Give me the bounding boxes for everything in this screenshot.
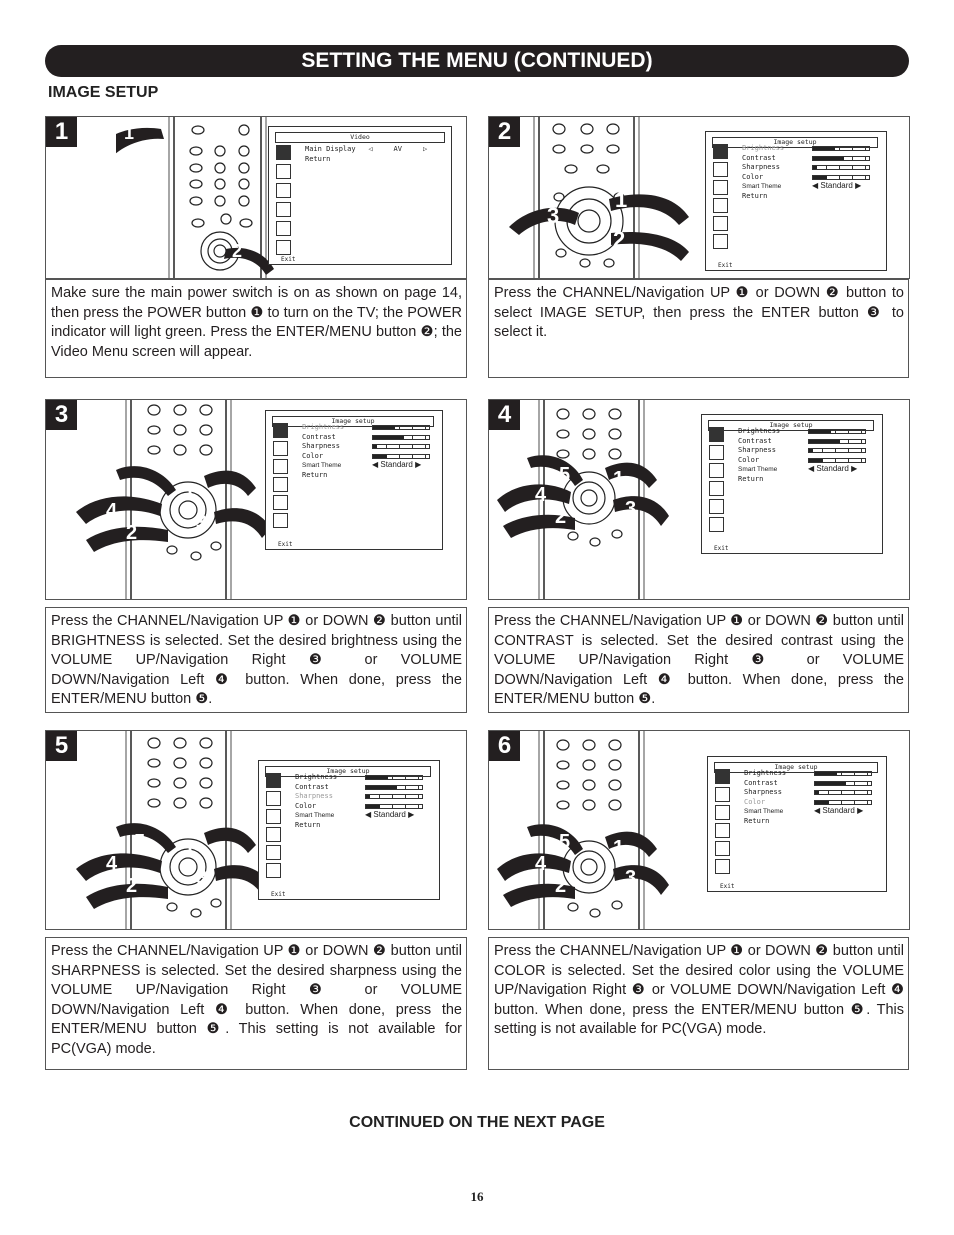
step-5-illustration [45, 730, 467, 930]
smart-theme-value: ◀ Standard ▶ [372, 460, 422, 469]
contrast-bar [812, 156, 870, 161]
section-title: IMAGE SETUP [48, 84, 159, 101]
picture-icon [273, 441, 288, 456]
sharpness-bar [372, 444, 430, 449]
callout-4: 4 [535, 484, 547, 506]
step-3-description: Press the CHANNEL/Navigation UP ❶ or DOWN ❷ button until BRIGHTNESS is selected. Set the desired brightness using the VOLUME UP/Navigation Right ❸ or VOLUME DOWN/Navigation Left ❹ button. When done, press the ENTER/MENU button ❺. [45, 607, 467, 713]
contrast-bar [365, 785, 423, 790]
osd-item-smart-theme: Smart Theme [738, 466, 778, 473]
osd-item-contrast: Contrast [744, 778, 778, 787]
continued-note: CONTINUED ON THE NEXT PAGE [349, 1114, 605, 1131]
tv-icon [709, 517, 724, 532]
monitor-icon [276, 145, 291, 160]
osd-item-brightness: Brightness [744, 769, 787, 777]
step-6-description: Press the CHANNEL/Navigation UP ❶ or DOWN ❷ button until COLOR is selected. Set the desired color using the VOLUME UP/Navigation Right ❸ or VOLUME DOWN/Navigation Left ❹ button. When done, press the ENTER/MENU button ❺. This setting is not available for PC(VGA) mode. [488, 937, 909, 1070]
wrench-icon [276, 183, 291, 198]
smart-theme-value: ◀ Standard ▶ [365, 810, 415, 819]
osd-item-sharpness: Sharpness [742, 163, 780, 171]
smart-theme-value: ◀ Standard ▶ [814, 806, 864, 815]
osd-exit: Exit [718, 262, 733, 269]
osd-item-color: Color [738, 455, 760, 464]
osd-title: Image setup [712, 137, 878, 148]
sharpness-bar [812, 165, 870, 170]
monitor-icon [273, 423, 288, 438]
osd-item-sharpness: Sharpness [302, 442, 340, 450]
callout-1: 1 [184, 482, 196, 504]
callout-5: 5 [559, 464, 571, 486]
osd-item-smart-theme: Smart Theme [302, 462, 342, 469]
brightness-bar [365, 775, 423, 780]
callout-5: 5 [134, 831, 146, 853]
step-number: 2 [489, 117, 520, 147]
wrench-icon [715, 805, 730, 820]
osd-item-contrast: Contrast [738, 436, 772, 445]
osd-item-contrast: Contrast [302, 432, 336, 441]
sharpness-bar [365, 794, 423, 799]
monitor-icon [715, 769, 730, 784]
osd-item-color: Color [742, 172, 764, 181]
wrench-icon [273, 459, 288, 474]
step-number: 5 [46, 731, 77, 761]
edit-icon [713, 216, 728, 231]
osd-item-sharpness: Sharpness [295, 792, 333, 800]
color-bar [372, 454, 430, 459]
step-2-illustration [488, 116, 910, 279]
osd-item-main-display: Main Display [305, 145, 356, 153]
osd-item-return: Return [295, 820, 321, 829]
osd-value-av: AV [393, 145, 402, 153]
callout-3: 3 [547, 203, 560, 228]
step-2-description: Press the CHANNEL/Navigation UP ❶ or DOWN ❷ button to select IMAGE SETUP, then press the ENTER button ❸ to select it. [488, 279, 909, 378]
osd-item-contrast: Contrast [295, 782, 329, 791]
osd-item-contrast: Contrast [742, 153, 776, 162]
callout-1: 1 [184, 837, 196, 859]
step-1-illustration [45, 116, 467, 279]
osd-item-brightness: Brightness [302, 423, 345, 431]
smart-theme-value: ◀ Standard ▶ [812, 181, 862, 190]
edit-icon [273, 495, 288, 510]
step-3-illustration [45, 399, 467, 600]
sharpness-bar [814, 790, 872, 795]
brightness-bar [372, 425, 430, 430]
color-bar [812, 175, 870, 180]
osd-item-return: Return [742, 191, 768, 200]
osd-item-return: Return [738, 474, 764, 483]
color-bar [365, 804, 423, 809]
color-bar [808, 458, 866, 463]
callout-5: 5 [134, 480, 146, 502]
step-number: 6 [489, 731, 520, 761]
monitor-icon [713, 144, 728, 159]
osd-title: Image setup [265, 766, 431, 777]
osd-item-return: Return [305, 154, 331, 163]
callout-1: 1 [615, 187, 628, 212]
osd-exit: Exit [271, 891, 286, 898]
osd-item-return: Return [744, 816, 770, 825]
speaker-icon [709, 481, 724, 496]
tv-icon [266, 863, 281, 878]
callout-2: 2 [555, 506, 567, 528]
callout-3: 3 [625, 867, 637, 889]
speaker-icon [276, 202, 291, 217]
wrench-icon [713, 180, 728, 195]
osd-item-sharpness: Sharpness [738, 446, 776, 454]
osd-exit: Exit [281, 256, 296, 263]
step-number: 3 [46, 400, 77, 430]
monitor-icon [266, 773, 281, 788]
wrench-icon [709, 463, 724, 478]
monitor-icon [709, 427, 724, 442]
osd-exit: Exit [714, 545, 729, 552]
brightness-bar [814, 771, 872, 776]
arrow-left-icon: ◁ [368, 145, 373, 153]
osd-item-brightness: Brightness [295, 773, 338, 781]
arrow-right-icon: ▷ [423, 145, 428, 153]
speaker-icon [713, 198, 728, 213]
sharpness-bar [808, 448, 866, 453]
osd-item-smart-theme: Smart Theme [744, 808, 784, 815]
remote-illustration [76, 731, 276, 929]
osd-image-setup-menu [705, 131, 887, 271]
osd-item-brightness: Brightness [738, 427, 781, 435]
osd-image-setup-menu [701, 414, 883, 554]
smart-theme-value: ◀ Standard ▶ [808, 464, 858, 473]
callout-4: 4 [106, 853, 118, 875]
step-6-illustration [488, 730, 910, 930]
callout-4: 4 [535, 853, 547, 875]
step-number: 4 [489, 400, 520, 430]
speaker-icon [715, 823, 730, 838]
callout-2: 2 [126, 522, 138, 544]
remote-illustration [499, 117, 699, 278]
callout-1: 1 [613, 837, 625, 859]
callout-3: 3 [196, 512, 208, 534]
picture-icon [266, 791, 281, 806]
edit-icon [709, 499, 724, 514]
osd-item-return: Return [302, 470, 328, 479]
tv-icon [715, 859, 730, 874]
picture-icon [713, 162, 728, 177]
brightness-bar [812, 146, 870, 151]
contrast-bar [814, 781, 872, 786]
osd-image-setup-menu [707, 756, 887, 892]
page-banner: SETTING THE MENU (CONTINUED) [45, 45, 909, 77]
remote-illustration [489, 400, 689, 599]
edit-icon [715, 841, 730, 856]
speaker-icon [273, 477, 288, 492]
osd-video-menu [268, 126, 452, 265]
callout-2: 2 [232, 241, 243, 261]
step-number: 1 [46, 117, 77, 147]
osd-image-setup-menu [265, 410, 443, 550]
callout-1: 1 [613, 468, 625, 490]
tv-icon [273, 513, 288, 528]
osd-title: Video [275, 132, 445, 143]
edit-icon [276, 221, 291, 236]
step-4-description: Press the CHANNEL/Navigation UP ❶ or DOWN ❷ button until CONTRAST is selected. Set the desired contrast using the VOLUME UP/Navigation Right ❸ or VOLUME DOWN/Navigation Left ❹ button. When done, press the ENTER/MENU button ❺. [488, 607, 909, 713]
callout-4: 4 [106, 500, 118, 522]
picture-icon [276, 164, 291, 179]
wrench-icon [266, 809, 281, 824]
osd-item-smart-theme: Smart Theme [742, 183, 782, 190]
callout-2: 2 [555, 875, 567, 897]
step-1-description: Make sure the main power switch is on as shown on page 14, then press the POWER button ❶ to turn on the TV; the POWER indicator will light green. Press the ENTER/MENU button ❷; the Video Menu screen will appear. [45, 279, 467, 378]
edit-icon [266, 845, 281, 860]
contrast-bar [808, 439, 866, 444]
speaker-icon [266, 827, 281, 842]
remote-illustration [489, 731, 689, 929]
osd-title: Image setup [272, 416, 434, 427]
osd-item-smart-theme: Smart Theme [295, 812, 335, 819]
page-number: 16 [470, 1189, 484, 1204]
osd-exit: Exit [278, 541, 293, 548]
contrast-bar [372, 435, 430, 440]
callout-2: 2 [613, 227, 626, 252]
osd-item-brightness: Brightness [742, 144, 785, 152]
callout-2: 2 [126, 875, 138, 897]
osd-exit: Exit [720, 883, 735, 890]
osd-item-color: Color [295, 801, 317, 810]
step-4-illustration [488, 399, 910, 600]
osd-item-sharpness: Sharpness [744, 788, 782, 796]
osd-title: Image setup [708, 420, 874, 431]
osd-item-color: Color [302, 451, 324, 460]
picture-icon [709, 445, 724, 460]
step-5-description: Press the CHANNEL/Navigation UP ❶ or DOWN ❷ button until SHARPNESS is selected. Set the desired sharpness using the VOLUME UP/Navigation Right ❸ or VOLUME DOWN/Navigation Left ❹ button. When done, press the ENTER/MENU button ❺. This setting is not available for PC(VGA) mode. [45, 937, 467, 1070]
picture-icon [715, 787, 730, 802]
tv-icon [276, 240, 291, 255]
osd-title: Image setup [714, 762, 878, 773]
osd-item-color: Color [744, 797, 766, 806]
osd-image-setup-menu [258, 760, 440, 900]
color-bar [814, 800, 872, 805]
callout-1: 1 [124, 123, 135, 143]
callout-3: 3 [625, 498, 637, 520]
callout-5: 5 [559, 831, 571, 853]
callout-3: 3 [196, 867, 208, 889]
tv-icon [713, 234, 728, 249]
brightness-bar [808, 429, 866, 434]
